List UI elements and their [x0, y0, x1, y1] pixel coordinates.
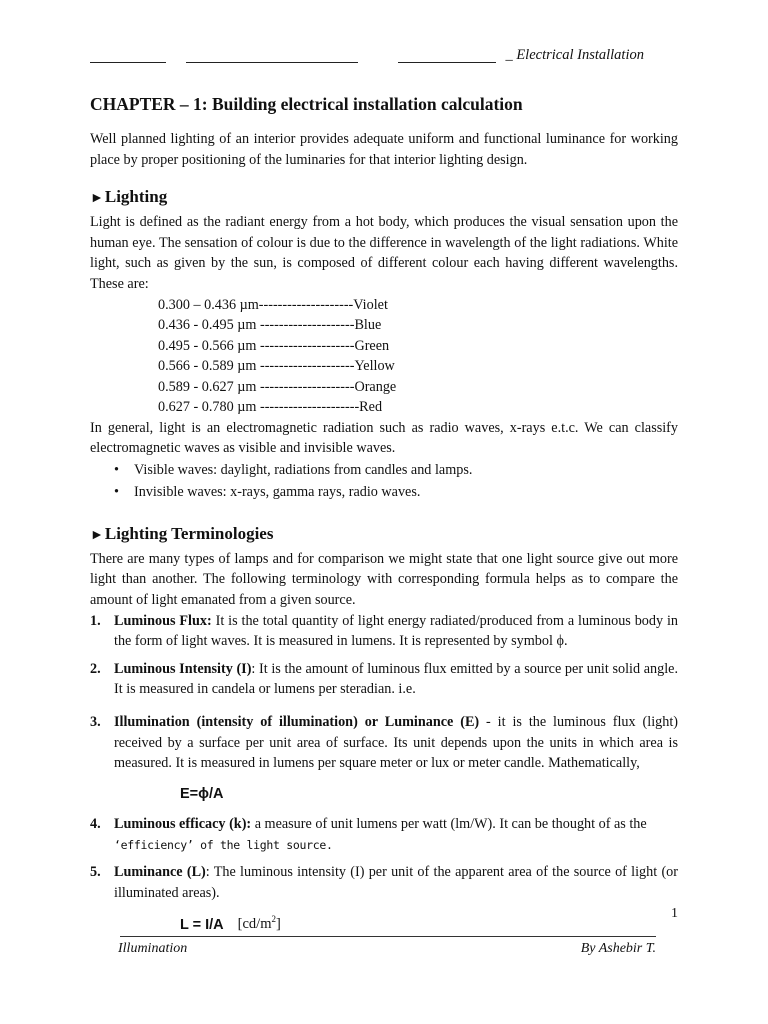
wave-bullet-list: [90, 459, 678, 503]
intro-paragraph: Well planned lighting of an interior provides adequate uniform and functional luminance for working place by proper positioning of the luminaries for that interior lighting design.: [90, 131, 678, 168]
footer-rule: [120, 936, 656, 937]
terminology-list-cont: [90, 814, 678, 903]
header-rule: [398, 62, 496, 63]
spectrum-item: 0.300 – 0.436 µm--------------------Violet: [158, 296, 388, 313]
spectrum-list: [158, 295, 678, 418]
header-rule: [90, 62, 166, 63]
chapter-title: CHAPTER – 1: Building electrical installation calculation: [90, 94, 523, 114]
triangle-right-icon: ►: [90, 191, 104, 207]
section-heading-lighting: ►Lighting: [90, 187, 168, 207]
page-number: 1: [671, 906, 678, 921]
page-header: [90, 44, 646, 66]
header-rule: [186, 62, 358, 63]
bullet-item: • Visible waves: daylight, radiations from candles and lamps.: [134, 459, 678, 481]
terminologies-intro: There are many types of lamps and for comparison we might state that one light source give out more light than another. The following terminology with corresponding formula helps as to compare the amount of light emanated from a given source.: [90, 550, 678, 608]
spectrum-item: 0.566 - 0.589 µm --------------------Yellow: [158, 358, 395, 375]
list-item: 1. Luminous Flux: It is the total quantity of light energy radiated/produced from a luminous body in the form of light waves. It is measured in lumens. It is represented by symbol ϕ.: [90, 612, 678, 650]
triangle-right-icon: ►: [90, 527, 104, 543]
spectrum-item: 0.436 - 0.495 µm --------------------Blue: [158, 317, 382, 334]
spectrum-item: 0.589 - 0.627 µm --------------------Orange: [158, 378, 397, 395]
list-item: 5. Luminance (L): The luminous intensity (I) per unit of the apparent area of the source of light (or illuminated areas).: [90, 864, 678, 902]
page-content: [90, 92, 678, 935]
list-item: 3. Illumination (intensity of illumination) or Luminance (E) - it is the luminous flux (light) received by a surface per unit area of surface. Its unit depends upon the units in which area is measured. It is measured in lumens per square meter or lux or meter candle. Mathematically,: [90, 713, 678, 772]
header-title: _ Electrical Installation: [502, 47, 644, 64]
section-heading-terminologies: ►Lighting Terminologies: [90, 523, 274, 543]
list-item: 2. Luminous Intensity (I): It is the amount of luminous flux emitted by a source per unit solid angle. It is measured in candela or lumens per steradian. i.e.: [90, 660, 678, 698]
list-item: 4. Luminous efficacy (k): a measure of unit lumens per watt (lm/W). It can be thought of as the ‘efficiency’ of the light source.: [90, 816, 647, 852]
lighting-paragraph: Light is defined as the radiant energy from a hot body, which produces the visual sensation upon the human eye. The sensation of colour is due to the difference in wavelength of the light radiations. White light, such as given by the sun, is composed of different colour each having different wavelengths. These are:: [90, 214, 678, 292]
em-waves-paragraph: In general, light is an electromagnetic radiation such as radio waves, x-rays e.t.c. We can classify electromagnetic waves as visible and invisible waves.: [90, 419, 678, 457]
formula-illumination: E=ϕ/A: [180, 785, 224, 802]
spectrum-item: 0.495 - 0.566 µm --------------------Green: [158, 337, 390, 354]
terminology-list: [90, 611, 678, 774]
footer-left: Illumination: [118, 941, 188, 956]
spectrum-item: 0.627 - 0.780 µm ---------------------Red: [158, 399, 383, 416]
formula-luminance: L = I/A $[cd/m^2]$: [180, 914, 281, 933]
bullet-item: • Invisible waves: x-rays, gamma rays, radio waves.: [134, 481, 678, 503]
footer-right: By Ashebir T.: [580, 941, 656, 956]
